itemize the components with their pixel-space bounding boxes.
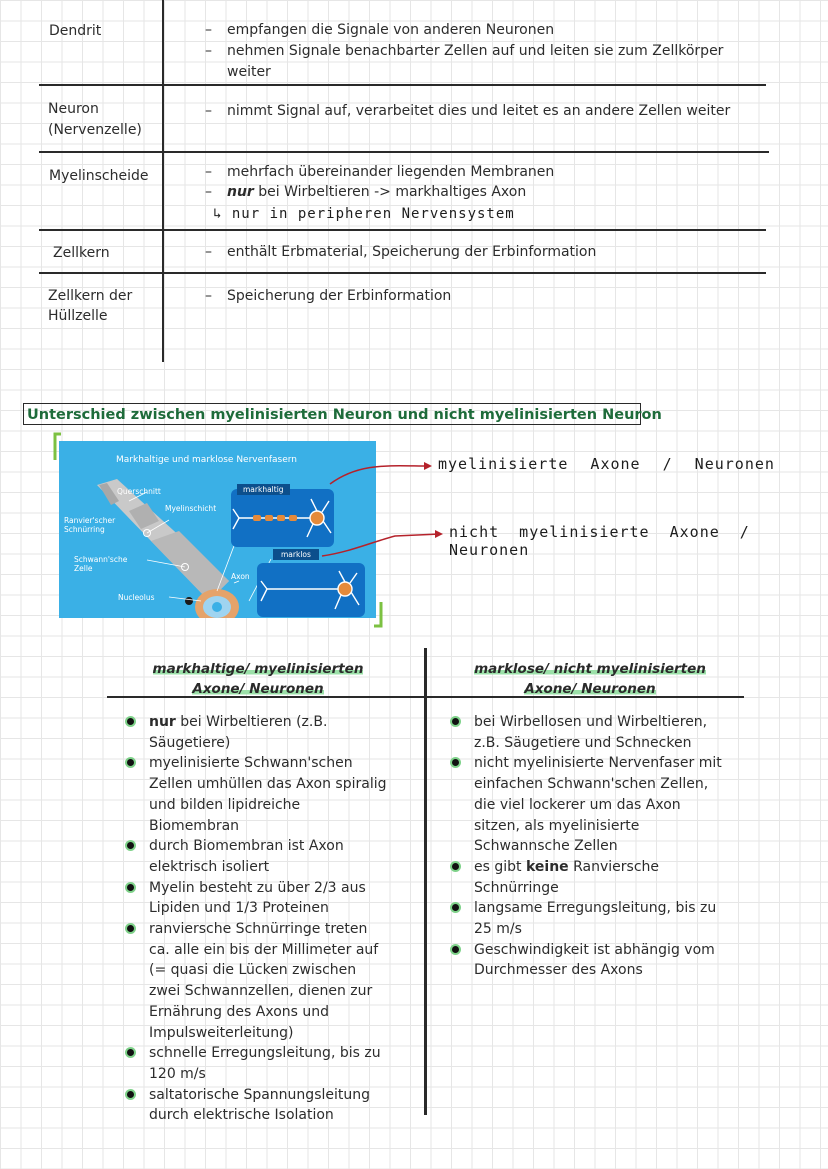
dash: – xyxy=(205,164,212,180)
list-item: durch Biomembran ist Axon elektrisch isoliert xyxy=(127,836,389,877)
list-item: myelinisierte Schwann'schen Zellen umhüllen das Axon spiralig und bilden lipidreiche Biomembran xyxy=(127,753,389,836)
definition-line: – nur bei Wirbeltieren -> markhaltiges Axon xyxy=(205,184,527,200)
definition-line: – nehmen Signale benachbarter Zellen auf und leiten sie zum Zellkörper xyxy=(205,43,724,59)
term-myelinscheide: Myelinscheide xyxy=(49,168,149,184)
definition-line: – enthält Erbmaterial, Speicherung der Erbinformation xyxy=(205,244,597,260)
arrow-head-icon xyxy=(424,462,432,470)
label-marklos: marklos xyxy=(273,549,319,560)
label-nucleolus: Nucleolus xyxy=(118,593,155,602)
list-item: langsame Erregungsleitung, bis zu 25 m/s xyxy=(452,898,727,939)
term-zellkern-huellzelle: Zellkern der xyxy=(48,288,133,304)
label-ranvier-2: Schnürring xyxy=(64,525,105,534)
left-column-heading: markhaltige/ myelinisierten Axone/ Neuronen xyxy=(152,661,364,697)
term-zellkern-huellzelle-sub: Hüllzelle xyxy=(48,308,108,324)
arrow-unmyelinated xyxy=(322,534,440,556)
arrow-head-icon xyxy=(435,530,443,538)
dash: – xyxy=(205,22,212,38)
list-item: ranviersche Schnürringe treten ca. alle ein bis der Millimeter auf (= quasi die Lücken zwischen zwei Schwannzellen, dienen zur Ernährung des Axons und Impulsweiterleitung) xyxy=(127,919,389,1043)
definition-line: – Speicherung der Erbinformation xyxy=(205,288,452,304)
list-item: nur bei Wirbeltieren (z.B. Säugetiere) xyxy=(127,712,389,753)
definition-line: – mehrfach übereinander liegenden Membranen xyxy=(205,164,555,180)
dash: – xyxy=(205,103,212,119)
dash: – xyxy=(205,244,212,260)
right-column-heading: marklose/ nicht myelinisierten Axone/ Neuronen xyxy=(474,661,706,697)
definition-line: – empfangen die Signale von anderen Neuronen xyxy=(205,22,555,38)
label-ranvier: Ranvier'scher xyxy=(64,516,116,525)
figure-title: Markhaltige und marklose Nervenfasern xyxy=(116,455,298,465)
label-schwann: Schwann'sche xyxy=(74,555,128,564)
term-neuron-sub: (Nervenzelle) xyxy=(48,122,142,138)
definition-line: weiter xyxy=(227,64,271,80)
dash: – xyxy=(205,43,212,59)
list-item: saltatorische Spannungsleitung durch elektrische Isolation xyxy=(127,1085,389,1126)
term-dendrit: Dendrit xyxy=(49,23,102,39)
term-zellkern: Zellkern xyxy=(53,245,110,261)
label-querschnitt: Querschnitt xyxy=(117,487,161,496)
list-item: Geschwindigkeit ist abhängig vom Durchmesser des Axons xyxy=(452,940,727,981)
list-item: bei Wirbellosen und Wirbeltieren, z.B. Säugetiere und Schnecken xyxy=(452,712,727,753)
definition-line: – nimmt Signal auf, verarbeitet dies und leitet es an andere Zellen weiter xyxy=(205,103,731,119)
right-bullet-list xyxy=(452,712,727,981)
comparison-vertical-divider xyxy=(424,648,427,1115)
left-bullet-list xyxy=(127,712,389,1126)
list-item: Myelin besteht zu über 2/3 aus Lipiden und 1/3 Proteinen xyxy=(127,878,389,919)
arrow-myelinated xyxy=(330,466,430,484)
section-title: Unterschied zwischen myelinisierten Neuron und nicht myelinisierten Neuron xyxy=(23,403,641,425)
label-axon: Axon xyxy=(231,572,250,581)
term-neuron: Neuron xyxy=(48,101,99,117)
handwritten-note: ↳ nur in peripheren Nervensystem xyxy=(213,206,515,222)
annotation-unmyelinated: nicht myelinisierte Axone / Neuronen xyxy=(449,523,750,559)
dash: – xyxy=(205,288,212,304)
label-schwann-2: Zelle xyxy=(74,564,93,573)
dash: – xyxy=(205,184,212,200)
label-myelinschicht: Myelinschicht xyxy=(165,504,217,513)
list-item: es gibt keine Ranviersche Schnürringe xyxy=(452,857,727,898)
annotation-myelinated: myelinisierte Axone / Neuronen xyxy=(438,455,775,473)
list-item: nicht myelinisierte Nervenfaser mit einfachen Schwann'schen Zellen, die viel lockerer um das Axon sitzen, als myelinisierte Schwannsche Zellen xyxy=(452,753,727,857)
list-item: schnelle Erregungsleitung, bis zu 120 m/s xyxy=(127,1043,389,1084)
label-markhaltig: markhaltig xyxy=(237,484,290,495)
